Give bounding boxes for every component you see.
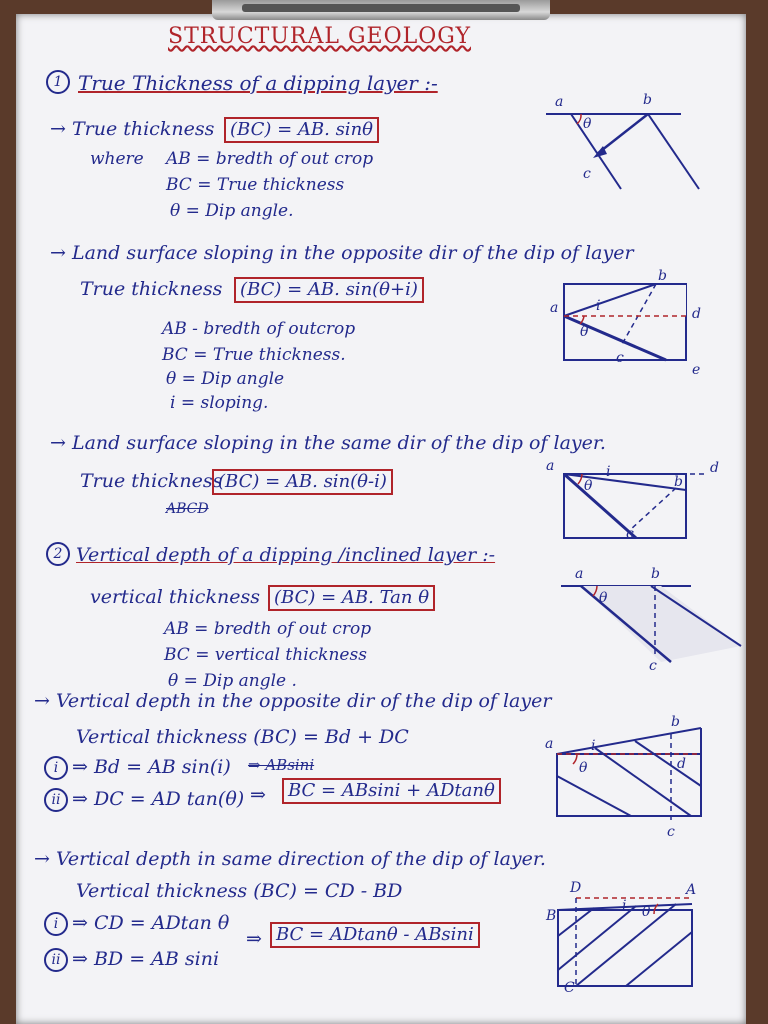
label-b: b <box>671 714 680 730</box>
section2b-arrow: ⇒ <box>250 784 266 806</box>
label-c: c <box>649 658 657 674</box>
section2c-heading: → Vertical depth in same direction of the dip of layer. <box>34 848 546 870</box>
clipboard-clip <box>212 0 550 20</box>
section2-def-bc: BC = vertical thickness <box>164 645 367 665</box>
section1c-heading: → Land surface sloping in the same dir of the dip of layer. <box>50 432 606 454</box>
section1-where: where <box>90 149 144 169</box>
label-a: a <box>575 566 584 582</box>
section1c-formula: (BC) = AB. sin(θ-i) <box>212 469 393 495</box>
label-c: c <box>626 526 634 542</box>
label-i: i <box>622 898 627 914</box>
diagram-vertical-depth <box>551 562 741 672</box>
label-c: c <box>667 824 675 840</box>
section2b-line1: Vertical thickness (BC) = Bd + DC <box>76 726 409 748</box>
label-i: i <box>606 464 611 480</box>
label-theta: θ <box>599 590 608 606</box>
section2b-formula: BC = ABsini + ADtanθ <box>282 778 501 804</box>
diagram-vertical-same <box>546 880 726 995</box>
notebook-page <box>16 14 746 1024</box>
section1b-label: True thickness <box>80 278 223 300</box>
label-C: C <box>564 980 575 996</box>
step-number-i: i <box>44 912 68 936</box>
section2c-step1: ⇒ CD = ADtan θ <box>72 912 230 934</box>
label-c: c <box>616 350 624 366</box>
section1-def-ab: AB = bredth of out crop <box>166 149 374 169</box>
section2-def-theta: θ = Dip angle . <box>168 671 297 691</box>
label-b: b <box>651 566 660 582</box>
label-theta: θ <box>583 116 592 132</box>
section2-heading: Vertical depth of a dipping /inclined layer :- <box>76 544 496 566</box>
label-a: a <box>545 736 554 752</box>
label-B: B <box>546 908 557 924</box>
label-theta: θ <box>642 904 651 920</box>
section1b-def-theta: θ = Dip angle <box>166 369 285 389</box>
section2b-step2: ⇒ DC = AD tan(θ) <box>72 788 245 810</box>
section1-heading: True Thickness of a dipping layer :- <box>78 71 438 95</box>
label-a: a <box>550 300 559 316</box>
label-d: d <box>710 460 719 476</box>
label-e: e <box>692 362 701 378</box>
label-theta: θ <box>579 760 588 776</box>
label-theta: θ <box>584 478 593 494</box>
label-a: a <box>555 94 564 110</box>
section-number-1: 1 <box>46 70 70 94</box>
section2c-arrow: ⇒ <box>246 928 262 950</box>
diagram-opposite-slope <box>546 266 726 376</box>
label-d: d <box>677 756 686 772</box>
label-b: b <box>643 92 652 108</box>
label-A: A <box>686 882 697 898</box>
label-d: d <box>692 306 701 322</box>
section2b-heading: → Vertical depth in the opposite dir of the dip of layer <box>34 690 552 712</box>
section2c-line1: Vertical thickness (BC) = CD - BD <box>76 880 403 902</box>
diagram-vertical-opposite <box>541 714 731 840</box>
step-number-ii: ii <box>44 788 68 812</box>
section1b-def-bc: BC = True thickness. <box>162 345 346 365</box>
section2-label: vertical thickness <box>90 586 260 608</box>
section1b-formula: (BC) = AB. sin(θ+i) <box>234 277 424 303</box>
section1b-def-ab: AB - bredth of outcrop <box>162 319 356 339</box>
section2b-step1-scribble: ⇒ ABsini <box>248 756 315 774</box>
section1-def-theta: θ = Dip angle. <box>170 201 294 221</box>
section1b-heading: → Land surface sloping in the opposite dir of the dip of layer <box>50 242 634 264</box>
section1c-label: True thickness <box>80 470 223 492</box>
section2-def-ab: AB = bredth of out crop <box>164 619 372 639</box>
label-i: i <box>591 738 596 754</box>
section1c-scribble: ABCD <box>166 501 209 517</box>
label-i: i <box>596 298 601 314</box>
step-number-i: i <box>44 756 68 780</box>
clip-bar <box>242 4 520 12</box>
step-number-ii: ii <box>44 948 68 972</box>
section2b-step1: ⇒ Bd = AB sin(i) <box>72 756 231 778</box>
label-theta: θ <box>580 324 589 340</box>
section1-formula: (BC) = AB. sinθ <box>224 117 379 143</box>
label-b: b <box>674 474 683 490</box>
label-a: a <box>546 458 555 474</box>
label-b: b <box>658 268 667 284</box>
section2-formula: (BC) = AB. Tan θ <box>268 585 435 611</box>
section1-thickness-label: → True thickness <box>50 118 215 140</box>
diagram-same-slope <box>546 456 726 546</box>
diagram-true-thickness <box>541 94 721 204</box>
label-D: D <box>570 880 582 896</box>
section1-def-bc: BC = True thickness <box>166 175 345 195</box>
section2c-formula: BC = ADtanθ - ABsini <box>270 922 480 948</box>
section-number-2: 2 <box>46 542 70 566</box>
label-c: c <box>583 166 591 182</box>
page-title: STRUCTURAL GEOLOGY <box>168 24 471 49</box>
section1b-def-i: i = sloping. <box>170 393 269 413</box>
section2c-step2: ⇒ BD = AB sini <box>72 948 220 970</box>
